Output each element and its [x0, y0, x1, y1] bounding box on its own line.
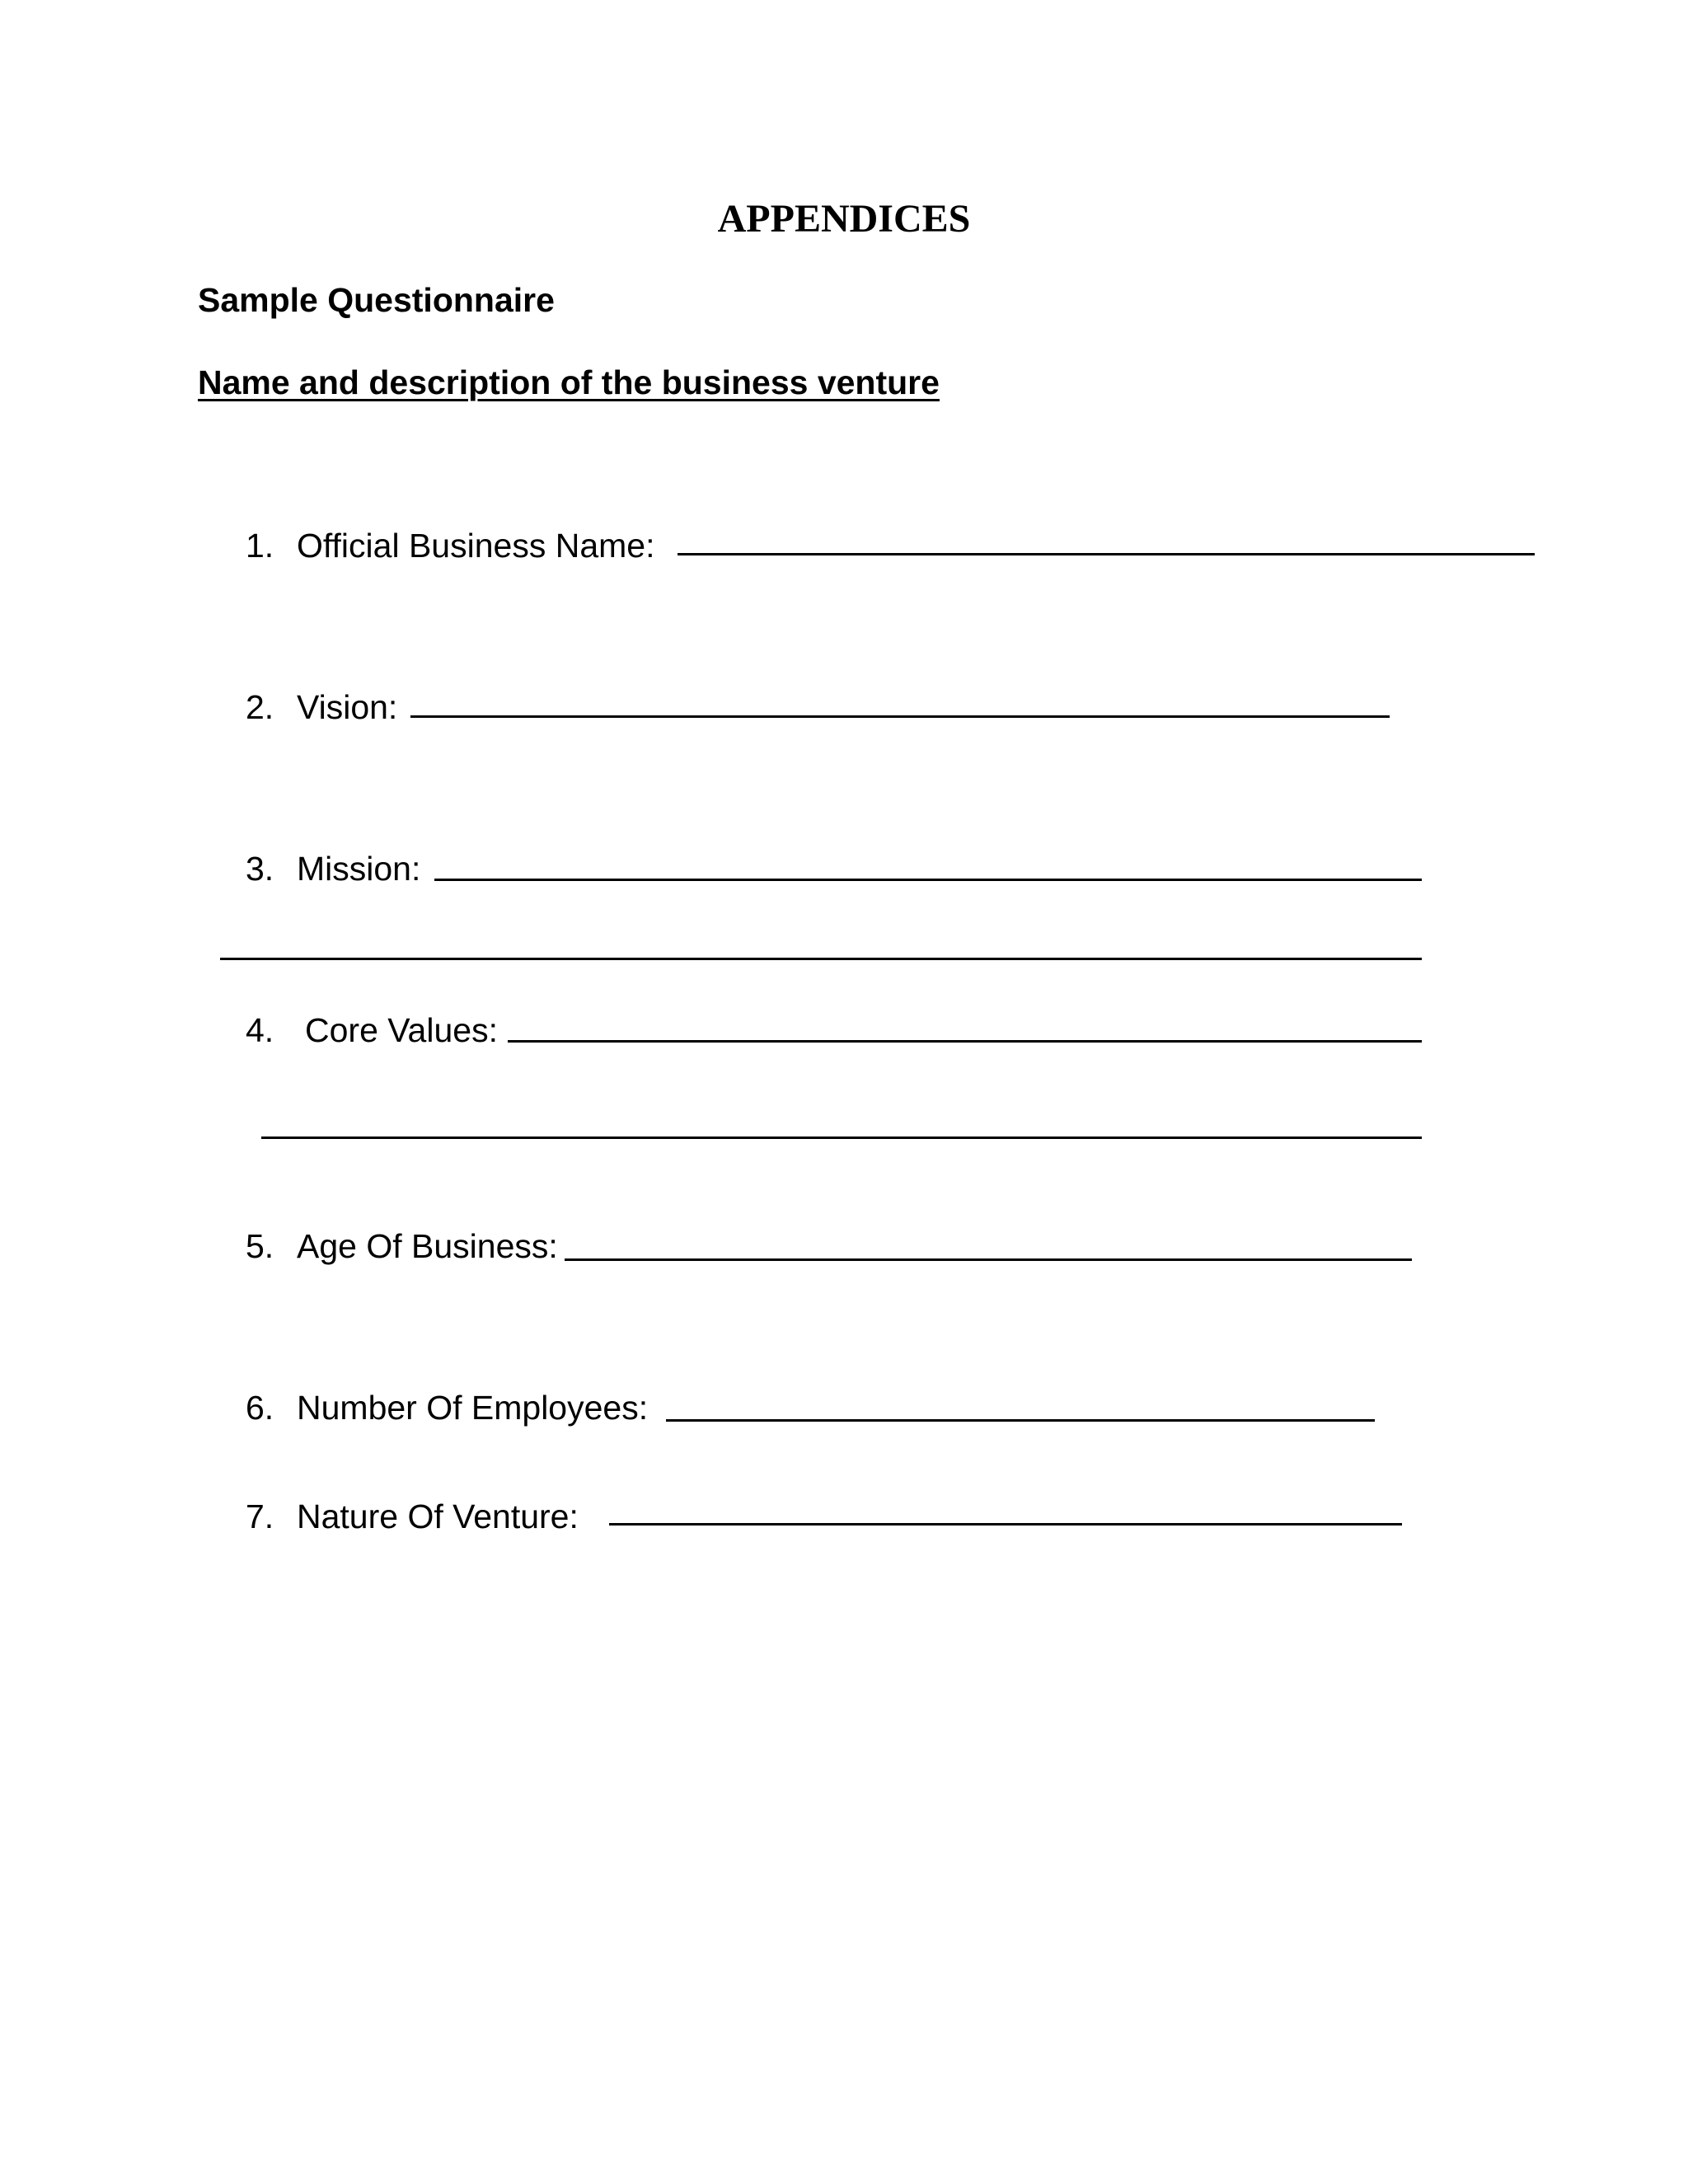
question-number: 5.: [246, 1227, 274, 1265]
vision-field[interactable]: [410, 715, 1390, 718]
core-values-field[interactable]: [508, 1040, 1422, 1043]
question-label: Official Business Name:: [297, 527, 655, 565]
question-label: Mission:: [297, 850, 421, 888]
official-business-name-field[interactable]: [678, 553, 1535, 555]
question-label: Nature Of Venture:: [297, 1497, 579, 1535]
question-label: Number Of Employees:: [297, 1389, 649, 1427]
number-of-employees-field[interactable]: [666, 1419, 1375, 1422]
core-values-field-continuation[interactable]: [261, 1137, 1422, 1139]
question-number: 2.: [246, 688, 274, 726]
page-title: APPENDICES: [717, 197, 971, 241]
question-label: Core Values:: [305, 1011, 498, 1049]
question-number: 6.: [246, 1389, 274, 1427]
mission-field[interactable]: [434, 879, 1422, 881]
nature-of-venture-field[interactable]: [609, 1523, 1402, 1526]
section-heading: Name and description of the business venture: [198, 363, 940, 401]
question-number: 7.: [246, 1497, 274, 1535]
mission-field-continuation[interactable]: [220, 958, 1422, 960]
age-of-business-field[interactable]: [565, 1258, 1412, 1261]
questionnaire-subtitle: Sample Questionnaire: [198, 281, 555, 319]
question-number: 4.: [246, 1011, 274, 1049]
question-number: 3.: [246, 850, 274, 888]
question-label: Age Of Business:: [297, 1227, 558, 1265]
question-number: 1.: [246, 527, 274, 565]
question-label: Vision:: [297, 688, 398, 726]
